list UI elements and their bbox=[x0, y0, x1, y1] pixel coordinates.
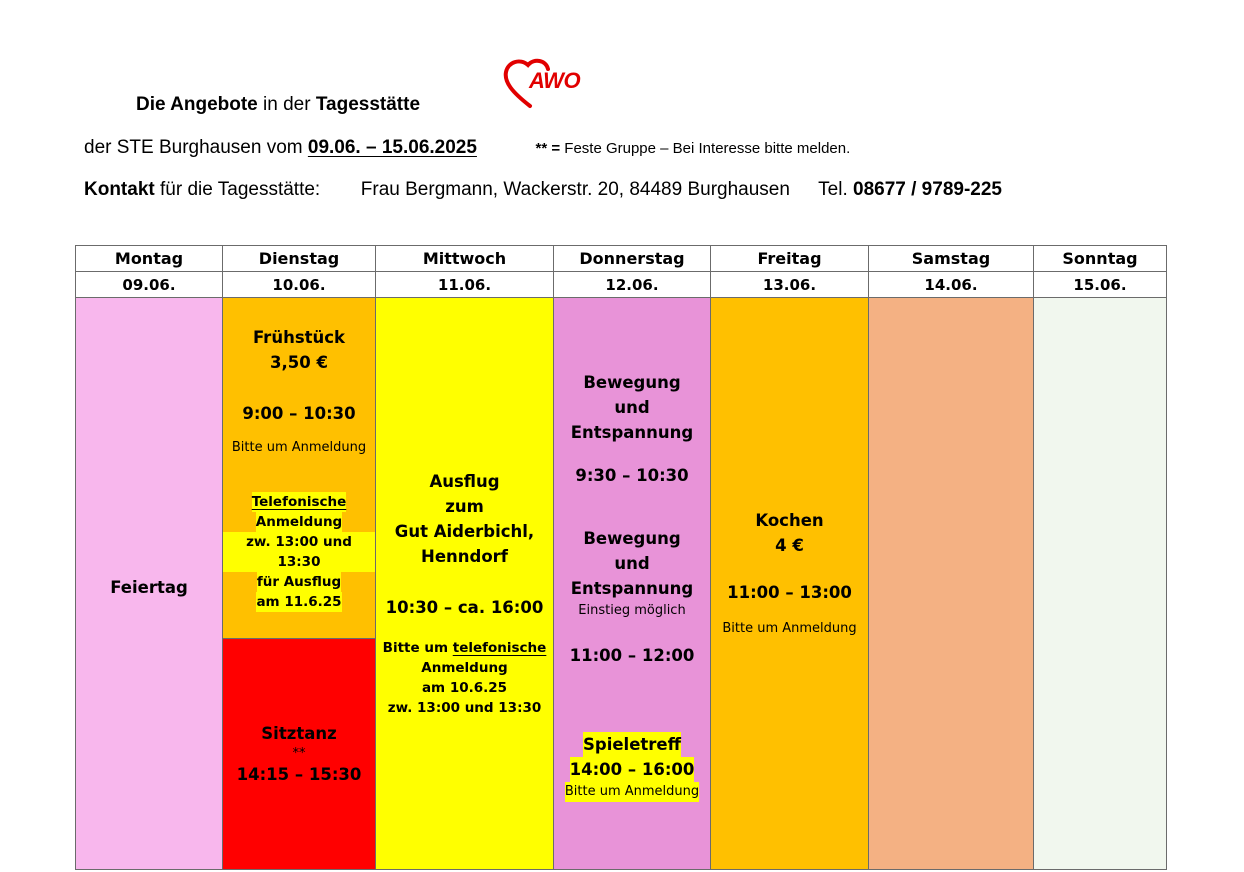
legend-note: Feste Gruppe – Bei Interesse bitte melden. bbox=[560, 140, 851, 157]
events-row-top bbox=[76, 298, 1167, 639]
day-date: 14.06. bbox=[869, 272, 1034, 298]
tuesday-tel-line-2: Anmeldung bbox=[255, 513, 343, 530]
tuesday-tel-line-4: für Ausflug bbox=[256, 573, 342, 590]
wednesday-note-line-3: am 10.6.25 bbox=[421, 680, 508, 696]
friday-cell bbox=[711, 298, 869, 870]
thursday-games-title: Spieletreff bbox=[583, 732, 681, 757]
wednesday-note-prefix: Bitte um bbox=[382, 640, 453, 656]
saturday-cell bbox=[869, 298, 1034, 870]
weekly-schedule-table bbox=[75, 245, 1167, 870]
wednesday-trip-line-2: zum bbox=[445, 497, 484, 516]
day-date: 09.06. bbox=[76, 272, 223, 298]
friday-cooking-note: Bitte um Anmeldung bbox=[722, 621, 857, 636]
tuesday-breakfast-title: Frühstück bbox=[252, 327, 346, 347]
wednesday-note-line-4: zw. 13:00 und 13:30 bbox=[387, 700, 542, 716]
title-in-der: in der bbox=[257, 94, 316, 115]
thursday-exercise-a-line-1: Bewegung bbox=[583, 372, 681, 392]
tuesday-seated-dance-stars: ** bbox=[292, 746, 306, 761]
monday-cell bbox=[76, 298, 223, 870]
day-header-row bbox=[76, 246, 1167, 272]
legend-stars: ** = bbox=[535, 140, 561, 157]
date-header-row bbox=[76, 272, 1167, 298]
thursday-games-time: 14:00 – 16:00 bbox=[570, 757, 695, 782]
wednesday-trip-line-1: Ausflug bbox=[429, 472, 500, 491]
thursday-exercise-a-line-3: Entspannung bbox=[570, 422, 694, 442]
tuesday-morning-cell bbox=[223, 298, 376, 639]
friday-cooking-title: Kochen bbox=[755, 511, 824, 530]
thursday-exercise-b-note: Einstieg möglich bbox=[578, 602, 686, 618]
tuesday-tel-line-1: Telefonische bbox=[251, 493, 347, 510]
wednesday-note-line-2: Anmeldung bbox=[421, 660, 508, 676]
date-range: 09.06. – 15.06.2025 bbox=[307, 137, 477, 158]
tuesday-breakfast-price: 3,50 € bbox=[270, 352, 328, 372]
thursday-exercise-b-line-3: Entspannung bbox=[570, 578, 694, 598]
tuesday-seated-dance-title: Sitztanz bbox=[261, 724, 337, 743]
title-line bbox=[136, 94, 420, 116]
friday-cooking-price: 4 € bbox=[775, 536, 804, 555]
contact-tel-number: 08677 / 9789-225 bbox=[853, 179, 1002, 200]
contact-label-bold: Kontakt bbox=[84, 179, 155, 200]
sunday-cell bbox=[1034, 298, 1167, 870]
wednesday-cell bbox=[376, 298, 554, 870]
thursday-games-note: Bitte um Anmeldung bbox=[565, 782, 699, 802]
date-line bbox=[84, 137, 850, 159]
contact-line bbox=[84, 179, 1002, 201]
thursday-exercise-a-line-2: und bbox=[614, 397, 650, 417]
day-name: Sonntag bbox=[1034, 246, 1167, 272]
day-name: Mittwoch bbox=[376, 246, 554, 272]
tuesday-breakfast-note: Bitte um Anmeldung bbox=[231, 439, 367, 455]
contact-label-rest: für die Tagesstätte: bbox=[154, 179, 321, 200]
day-date: 12.06. bbox=[554, 272, 711, 298]
title-bold-offers: Die Angebote bbox=[136, 94, 258, 115]
day-name: Samstag bbox=[869, 246, 1034, 272]
wednesday-trip-line-3: Gut Aiderbichl, bbox=[394, 522, 535, 541]
tuesday-breakfast-time: 9:00 – 10:30 bbox=[242, 403, 356, 423]
day-name: Freitag bbox=[711, 246, 869, 272]
day-date: 11.06. bbox=[376, 272, 554, 298]
thursday-exercise-b-line-1: Bewegung bbox=[583, 528, 681, 548]
tuesday-seated-dance-time: 14:15 – 15:30 bbox=[236, 765, 362, 784]
thursday-cell bbox=[554, 298, 711, 870]
tuesday-tel-line-3: zw. 13:00 und 13:30 bbox=[223, 532, 375, 572]
day-name: Dienstag bbox=[223, 246, 376, 272]
monday-holiday: Feiertag bbox=[110, 578, 188, 597]
tuesday-tel-line-5: am 11.6.25 bbox=[256, 593, 342, 610]
thursday-exercise-b-line-2: und bbox=[614, 553, 650, 573]
contact-tel-label: Tel. bbox=[818, 179, 854, 200]
day-name: Montag bbox=[76, 246, 223, 272]
wednesday-note-underlined: telefonische bbox=[452, 640, 547, 656]
date-prefix: der STE Burghausen vom bbox=[84, 137, 308, 158]
wednesday-trip-line-4: Henndorf bbox=[421, 547, 508, 566]
contact-address: Frau Bergmann, Wackerstr. 20, 84489 Burghausen bbox=[360, 179, 790, 200]
friday-cooking-time: 11:00 – 13:00 bbox=[727, 583, 852, 602]
tuesday-afternoon-cell bbox=[223, 639, 376, 870]
day-name: Donnerstag bbox=[554, 246, 711, 272]
thursday-exercise-b-time: 11:00 – 12:00 bbox=[569, 645, 695, 665]
awo-logo-text: AWO bbox=[529, 68, 581, 93]
title-bold-tagesstaette: Tagesstätte bbox=[315, 94, 421, 115]
day-date: 13.06. bbox=[711, 272, 869, 298]
awo-logo bbox=[502, 56, 586, 112]
day-date: 15.06. bbox=[1034, 272, 1167, 298]
day-date: 10.06. bbox=[223, 272, 376, 298]
wednesday-note-line-1 bbox=[383, 638, 547, 658]
wednesday-trip-time: 10:30 – ca. 16:00 bbox=[385, 598, 544, 617]
thursday-exercise-a-time: 9:30 – 10:30 bbox=[575, 465, 689, 485]
